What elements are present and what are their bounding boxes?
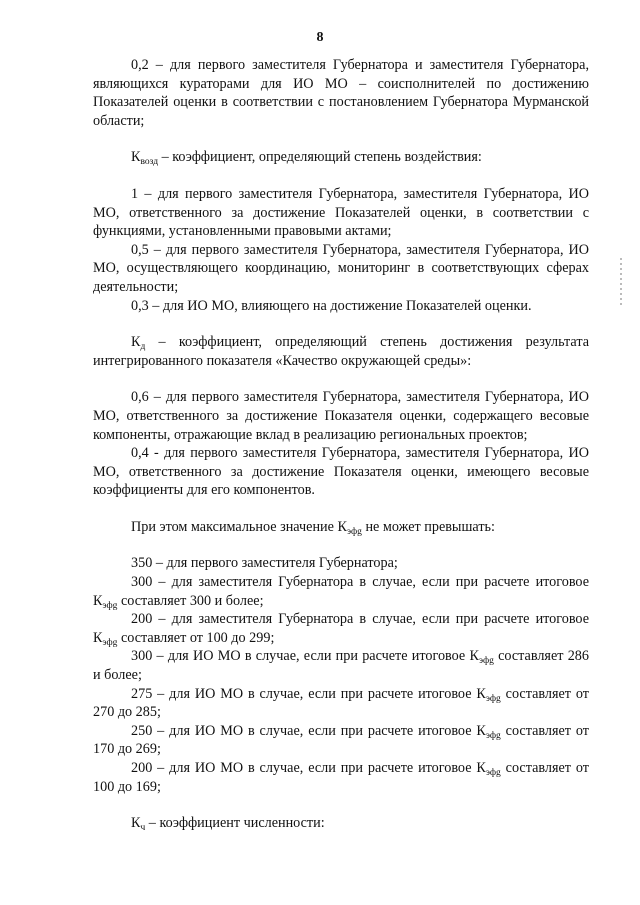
text-part: 200 – для ИО МО в случае, если при расчете итоговое К <box>131 760 486 776</box>
k-subscript: ч <box>140 823 146 834</box>
text-part: не может превышать: <box>361 518 495 535</box>
text-part: 300 – для заместителя Губернатора в случае, если при расчете итоговое К <box>93 574 589 609</box>
text-part: 200 – для заместителя Губернатора в случае, если при расчете итоговое К <box>93 611 589 646</box>
text-part: составляет от 170 до 269; <box>93 722 589 758</box>
text-part: При этом максимальное значение К <box>131 518 347 535</box>
max-item-350: 350 – для первого заместителя Губернатора; <box>131 555 398 572</box>
paragraph-d-04: 0,4 - для первого заместителя Губернатора, заместителя Губернатора, ИО МО, ответственного за достижение Показателя оценки, имеющего весовые коэффициенты для его компонентов. <box>93 445 589 499</box>
paragraph-d-06: 0,6 – для первого заместителя Губернатора, заместителя Губернатора, ИО МО, ответственного за достижение Показателя оценки, содержащего весовые компоненты, отражающие вклад в реализацию региональных проектов; <box>93 389 589 443</box>
text-part: составляет 286 и более; <box>93 648 589 684</box>
k-symbol: К <box>131 149 141 166</box>
definition-text: – коэффициент численности: <box>145 815 325 832</box>
page-number: 8 <box>316 30 324 45</box>
max-item-300-deputy <box>93 573 589 610</box>
definition-text: – коэффициент, определяющий степень достижения результата интегрированного показателя «Качество окружающей среды»: <box>93 334 589 369</box>
k-subscript: возд <box>140 157 159 168</box>
max-item-200-io <box>93 759 589 796</box>
max-item-200-deputy <box>93 610 589 647</box>
max-item-300-io <box>93 647 589 684</box>
paragraph-vozd-05: 0,5 – для первого заместителя Губернатора, заместителя Губернатора, ИО МО, осуществляющего координацию, мониторинг в соответствующих сферах деятельности; <box>93 241 589 295</box>
definition-k-vozd <box>93 148 589 167</box>
text-part: составляет 300 и более; <box>117 592 264 609</box>
k-subscript: д <box>140 342 146 353</box>
max-value-intro <box>93 518 589 537</box>
text-part: составляет от 100 до 169; <box>93 760 589 795</box>
paragraph-vozd-1: 1 – для первого заместителя Губернатора, заместителя Губернатора, ИО МО, ответственного за достижение Показателей оценки, в соответствии с функциями, установленными правовыми актами; <box>93 185 589 240</box>
text-part: 250 – для ИО МО в случае, если при расчете итоговое К <box>131 722 486 739</box>
text-part: составляет от 270 до 285; <box>93 685 589 721</box>
text-part: составляет от 100 до 299; <box>117 629 275 646</box>
max-item-250-io <box>93 722 589 759</box>
k-subscript: эфg <box>485 730 501 741</box>
text-part: 300 – для ИО МО в случае, если при расчете итоговое К <box>131 648 479 665</box>
text-part: 275 – для ИО МО в случае, если при расчете итоговое К <box>131 685 486 702</box>
document-body <box>93 56 589 833</box>
definition-k-d <box>93 333 589 370</box>
k-subscript: эфg <box>485 768 501 778</box>
k-subscript: эфg <box>485 693 501 704</box>
k-subscript: эфg <box>102 600 118 611</box>
max-item-275-io <box>93 685 589 722</box>
definition-text: – коэффициент, определяющий степень воздействия: <box>158 149 482 166</box>
k-symbol: К <box>131 815 141 832</box>
k-subscript: эфg <box>478 656 494 667</box>
k-subscript: эфg <box>346 526 362 537</box>
paragraph-coef-02: 0,2 – для первого заместителя Губернатора и заместителя Губернатора, являющихся кураторами для ИО МО – соисполнителей по достижению Показателей оценки в соответствии с постановлением Губернатора Мурманской области; <box>93 57 589 129</box>
paragraph-vozd-03: 0,3 – для ИО МО, влияющего на достижение Показателей оценки. <box>131 297 532 314</box>
definition-k-ch <box>93 814 589 833</box>
scan-margin-artifact <box>620 258 622 308</box>
k-symbol: К <box>131 334 141 351</box>
k-subscript: эфg <box>102 637 118 648</box>
